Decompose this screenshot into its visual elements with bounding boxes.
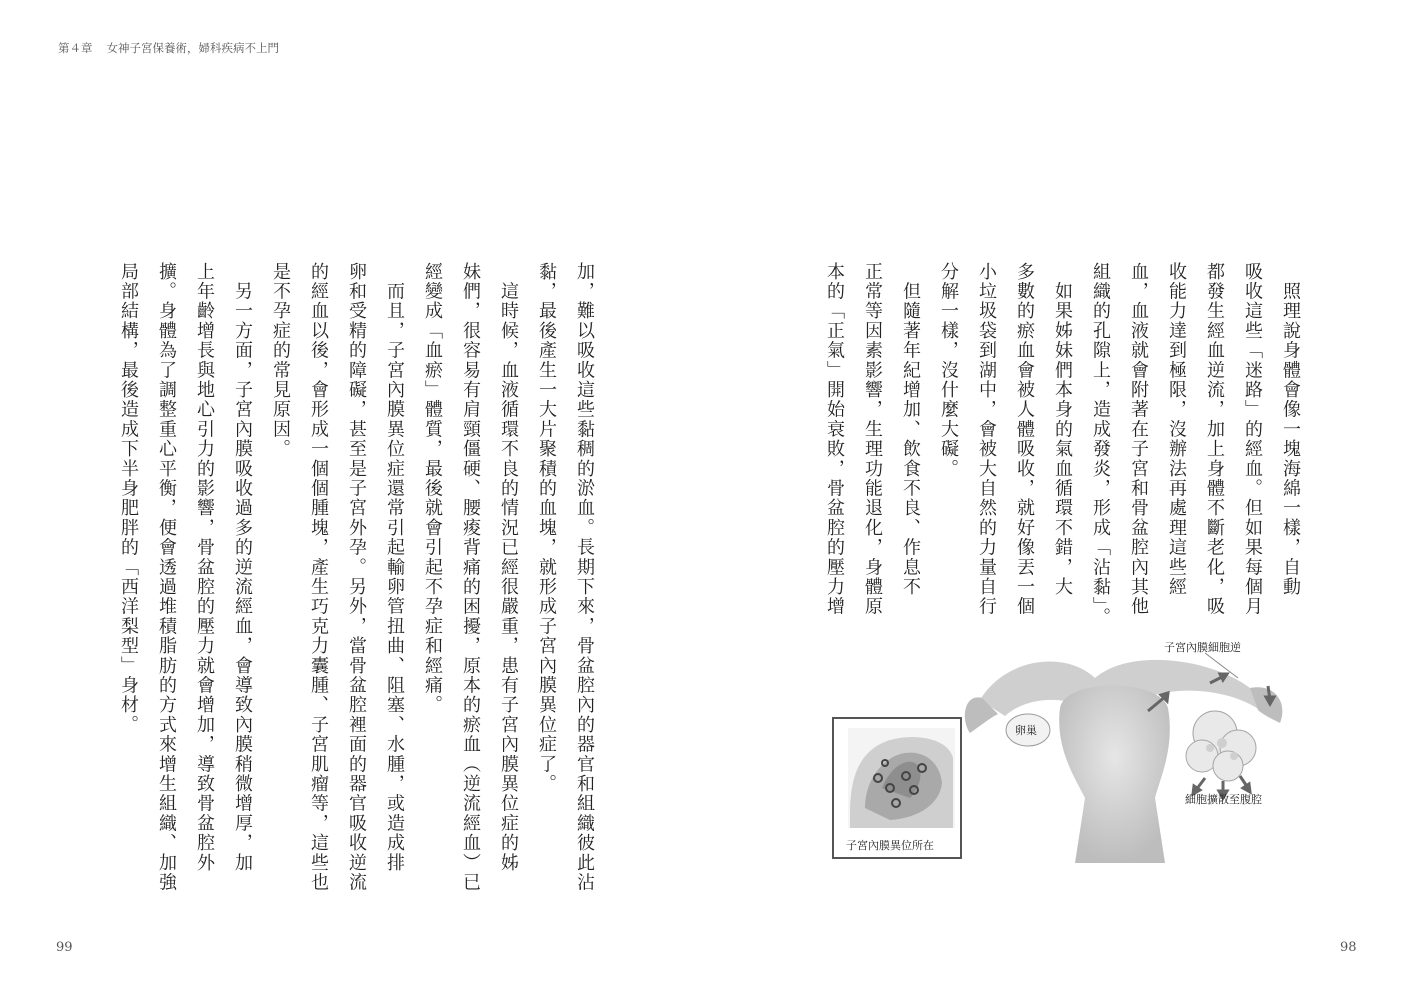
chapter-number: 第４章 (58, 41, 93, 55)
text-column: 如果姊妹們本身的氣血循環不錯，大 (1052, 262, 1073, 597)
cells-spread-label: 細胞擴散至腹腔 (1185, 793, 1262, 806)
ovary-label: 卵巢 (1015, 724, 1037, 737)
text-column: 上年齡增長與地心引力的影響，骨盆腔的壓力就會增加，導致骨盆腔外 (194, 262, 215, 873)
chapter-title: 女神子宮保養術，婦科疾病不上門 (106, 41, 279, 55)
text-column: 妹們，很容易有肩頸僵硬、腰痠背痛的困擾，原本的瘀血（逆流經血）已 (460, 262, 481, 893)
text-column: 局部結構，最後造成下半身肥胖的「西洋梨型」身材。 (118, 262, 139, 735)
running-header (58, 40, 279, 56)
text-column: 的經血以後，會形成一個個腫塊，產生巧克力囊腫、子宮肌瘤等，這些也 (308, 262, 329, 893)
text-column: 經變成「血瘀」體質，最後就會引起不孕症和經痛。 (422, 262, 443, 716)
text-column: 吸收這些「迷路」的經血。但如果每個月 (1242, 262, 1263, 617)
text-column: 組織的孔隙上，造成發炎，形成「沾黏」。 (1090, 262, 1111, 628)
text-column: 收能力達到極限，沒辦法再處理這些經 (1166, 262, 1187, 597)
text-column: 多數的瘀血會被人體吸收，就好像丟一個 (1014, 262, 1035, 617)
text-column: 黏，最後產生一大片聚積的血塊，就形成子宮內膜異位症了。 (536, 262, 557, 794)
uterus-illustration (830, 638, 1290, 863)
text-column: 擴。身體為了調整重心平衡，便會透過堆積脂肪的方式來增生組織、加強 (156, 262, 177, 893)
text-column: 而且，子宮內膜異位症還常引起輸卵管扭曲、阻塞、水腫，或造成排 (384, 262, 405, 873)
endometrial-cell-cluster (1186, 711, 1256, 781)
text-column: 卵和受精的障礙，甚至是子宮外孕。另外，當骨盆腔裡面的器官吸收逆流 (346, 262, 367, 893)
page-number-left: 99 (56, 940, 73, 955)
text-column: 本的「正氣」開始衰敗，骨盆腔的壓力增 (824, 262, 845, 617)
uterus-body (1059, 686, 1170, 864)
page-number-right: 98 (1340, 940, 1357, 955)
text-column: 是不孕症的常見原因。 (270, 262, 291, 459)
text-column: 這時候，血液循環不良的情況已經很嚴重，患有子宮內膜異位症的姊 (498, 262, 519, 873)
pelvis-section-illustration (848, 728, 955, 828)
inset-caption: 子宮內膜異位所在 (846, 839, 934, 852)
text-column: 加，難以吸收這些黏稠的淤血。長期下來，骨盆腔內的器官和組織彼此沾 (574, 262, 595, 893)
text-column: 分解一樣，沒什麼大礙。 (938, 262, 959, 479)
endometrium-reflux-label: 子宮內膜細胞逆 (1164, 641, 1241, 654)
text-column: 照理說身體會像一塊海綿一樣，自動 (1280, 262, 1301, 597)
text-column: 另一方面，子宮內膜吸收過多的逆流經血，會導致內膜稍微增厚，加 (232, 262, 253, 873)
text-column: 血，血液就會附著在子宮和骨盆腔內其他 (1128, 262, 1149, 617)
uterus-diagram (830, 638, 1290, 863)
text-column: 但隨著年紀增加、飲食不良、作息不 (900, 262, 921, 597)
text-column: 都發生經血逆流，加上身體不斷老化，吸 (1204, 262, 1225, 617)
text-column: 正常等因素影響，生理功能退化，身體原 (862, 262, 883, 617)
text-column: 小垃圾袋到湖中，會被大自然的力量自行 (976, 262, 997, 617)
